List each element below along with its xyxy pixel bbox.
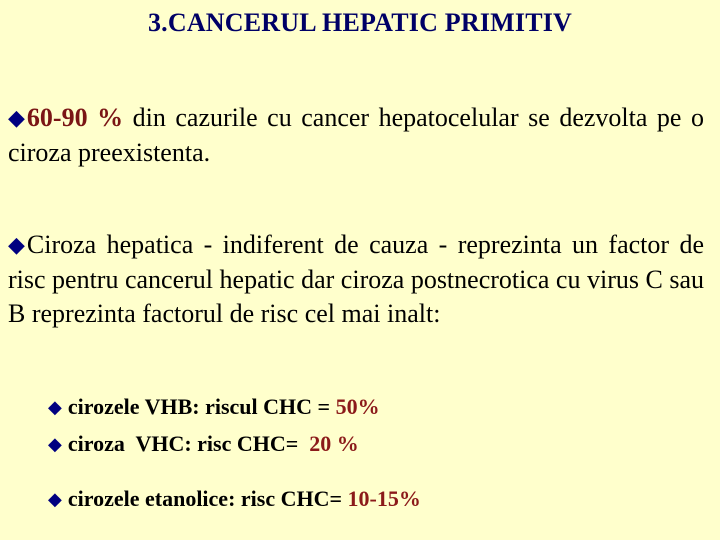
bullet-item-1	[8, 101, 704, 170]
sub-bullet-label: cirozele VHB: riscul CHC =	[67, 394, 336, 419]
diamond-bullet-icon: ◆	[48, 434, 62, 455]
diamond-bullet-icon: ◆	[8, 106, 25, 131]
diamond-bullet-icon: ◆	[8, 233, 25, 258]
bullet-text-2: Ciroza hepatica - indiferent de cauza - reprezinta un factor de risc pentru cancerul hepatic dar ciroza postnecrotica cu virus C sau B reprezinta factorul de risc cel mai inalt:	[8, 230, 704, 328]
percentage-highlight: 60-90 %	[26, 103, 124, 132]
slide-title: 3.CANCERUL HEPATIC PRIMITIV	[147, 8, 573, 37]
sub-bullet-value: 20 %	[309, 431, 359, 456]
sub-bullet-label: cirozele etanolice: risc CHC=	[67, 486, 348, 511]
diamond-bullet-icon: ◆	[48, 397, 62, 418]
sub-bullet-vhc	[48, 430, 359, 459]
sub-bullet-value: 50%	[335, 394, 380, 419]
diamond-bullet-icon: ◆	[48, 489, 62, 510]
bullet-item-2	[8, 228, 704, 331]
sub-bullet-vhb	[48, 393, 380, 422]
sub-bullet-etanolice	[48, 485, 421, 514]
bullet-text-1: din cazurile cu cancer hepatocelular se dezvolta pe o ciroza preexistenta.	[8, 103, 704, 167]
sub-bullet-value: 10-15%	[347, 486, 421, 511]
sub-bullet-label: ciroza VHC: risc CHC=	[67, 431, 310, 456]
